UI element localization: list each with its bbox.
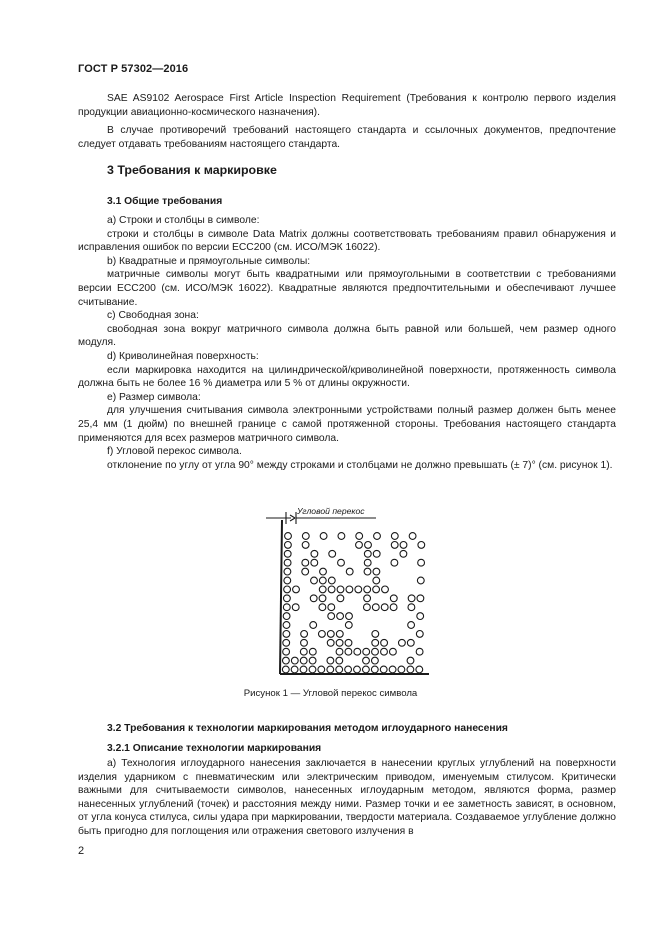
matrix-dot bbox=[373, 550, 380, 557]
matrix-dot bbox=[336, 639, 343, 646]
symbol-border-skewed bbox=[280, 520, 282, 674]
matrix-dot bbox=[284, 559, 291, 566]
item-f-label: f) Угловой перекос символа. bbox=[107, 446, 242, 458]
figure-1-angular-skew bbox=[258, 502, 438, 682]
matrix-dot bbox=[346, 613, 353, 620]
matrix-dots bbox=[282, 533, 424, 673]
item-f-text: отклонение по углу от угла 90° между строками и столбцами не должно превышать (± 7)° (см. рисунок 1). bbox=[107, 459, 613, 471]
page-number: 2 bbox=[78, 845, 85, 857]
matrix-dot bbox=[374, 533, 381, 540]
matrix-dot bbox=[311, 550, 318, 557]
item-b-text: матричные символы могут быть квадратными или прямоугольными в соответствии с требованиями версии ECC200 (см. ИСО/МЭК 16022). Квадратные являются предпочтительными и обеспечивают лучшее считывание. bbox=[78, 269, 616, 308]
matrix-dot bbox=[416, 648, 423, 655]
matrix-dot bbox=[418, 559, 425, 566]
matrix-dot bbox=[291, 666, 298, 673]
matrix-dot bbox=[407, 657, 414, 664]
section-3-title: 3 Требования к маркировке bbox=[107, 163, 277, 177]
matrix-dot bbox=[398, 666, 405, 673]
matrix-dot bbox=[284, 568, 291, 575]
matrix-dot bbox=[337, 613, 344, 620]
section-3-2-title: 3.2 Требования к технологии маркирования методом иглоударного нанесения bbox=[107, 723, 508, 734]
matrix-dot bbox=[283, 622, 290, 629]
matrix-dot bbox=[408, 604, 415, 611]
matrix-dot bbox=[400, 542, 407, 549]
matrix-dot bbox=[381, 604, 388, 611]
matrix-dot bbox=[301, 639, 308, 646]
matrix-dot bbox=[390, 604, 397, 611]
item-b-label: b) Квадратные и прямоугольные символы: bbox=[107, 255, 311, 267]
matrix-dot bbox=[283, 604, 290, 611]
matrix-dot bbox=[311, 559, 318, 566]
matrix-dot bbox=[364, 595, 371, 602]
matrix-dot bbox=[409, 533, 416, 540]
matrix-dot bbox=[417, 613, 424, 620]
matrix-dot bbox=[356, 533, 363, 540]
matrix-dot bbox=[382, 586, 389, 593]
matrix-dot bbox=[416, 666, 423, 673]
matrix-dot bbox=[319, 577, 326, 584]
matrix-dot bbox=[302, 568, 309, 575]
matrix-dot bbox=[364, 568, 371, 575]
matrix-dot bbox=[336, 666, 343, 673]
matrix-dot bbox=[407, 639, 414, 646]
matrix-dot bbox=[284, 586, 291, 593]
figure-label: Угловой перекос bbox=[297, 506, 365, 516]
matrix-dot bbox=[309, 648, 316, 655]
item-e-text: для улучшения считывания символа электронными устройствами полный размер должен быть менее 25,4 мм (1 дюйм) по внешней границе с самой протяженной стороны. Требования настоящего стандарта применяются для всех размеров матричного символа. bbox=[78, 405, 616, 444]
matrix-dot bbox=[292, 604, 299, 611]
matrix-dot bbox=[372, 639, 379, 646]
matrix-dot bbox=[311, 577, 318, 584]
matrix-dot bbox=[356, 542, 363, 549]
matrix-dot bbox=[328, 604, 335, 611]
matrix-dot bbox=[407, 666, 414, 673]
matrix-dot bbox=[416, 631, 423, 638]
matrix-dot bbox=[417, 595, 424, 602]
matrix-dot bbox=[363, 666, 370, 673]
matrix-dot bbox=[417, 577, 424, 584]
matrix-dot bbox=[283, 631, 290, 638]
item-c-text: свободная зона вокруг матричного символа должна быть равной или большей, чем размер одного модуля. bbox=[78, 323, 616, 349]
item-a-text: строки и столбцы в символе Data Matrix должны соответствовать требованиям правил обнаружения и исправления ошибок по версии ECC200 (см. ИСО/МЭК 16022). bbox=[78, 228, 616, 254]
matrix-dot bbox=[302, 542, 309, 549]
matrix-dot bbox=[372, 631, 379, 638]
matrix-dot bbox=[380, 666, 387, 673]
matrix-dot bbox=[371, 666, 378, 673]
matrix-dot bbox=[319, 595, 326, 602]
matrix-dot bbox=[320, 533, 327, 540]
matrix-dot bbox=[283, 648, 290, 655]
document-header: ГОСТ Р 57302—2016 bbox=[78, 63, 189, 75]
matrix-dot bbox=[282, 666, 289, 673]
matrix-dot bbox=[391, 542, 398, 549]
matrix-dot bbox=[327, 631, 334, 638]
matrix-dot bbox=[283, 613, 290, 620]
matrix-dot bbox=[293, 586, 300, 593]
matrix-dot bbox=[373, 577, 380, 584]
matrix-dot bbox=[285, 533, 292, 540]
matrix-dot bbox=[373, 586, 380, 593]
matrix-dot bbox=[327, 657, 334, 664]
matrix-dot bbox=[364, 550, 371, 557]
matrix-dot bbox=[373, 568, 380, 575]
matrix-dot bbox=[300, 648, 307, 655]
matrix-dot bbox=[320, 568, 327, 575]
matrix-dot bbox=[364, 586, 371, 593]
item-d-text: если маркировка находится на цилиндрической/криволинейной поверхности, протяженность символа должна быть не более 16 % диаметра или 5 % от длины окружности. bbox=[78, 364, 616, 390]
matrix-dot bbox=[418, 542, 425, 549]
matrix-dot bbox=[400, 550, 407, 557]
matrix-dot bbox=[338, 533, 345, 540]
matrix-dot bbox=[365, 542, 372, 549]
matrix-dot bbox=[391, 559, 398, 566]
matrix-dot bbox=[364, 604, 371, 611]
matrix-dot bbox=[345, 648, 352, 655]
item-c-label: c) Свободная зона: bbox=[107, 310, 199, 322]
matrix-dot bbox=[372, 604, 379, 611]
matrix-dot bbox=[345, 666, 352, 673]
matrix-dot bbox=[345, 639, 352, 646]
section-3-2-1-body bbox=[78, 757, 616, 839]
matrix-dot bbox=[346, 586, 353, 593]
figure-caption: Рисунок 1 — Угловой перекос символа bbox=[243, 688, 418, 699]
matrix-dot bbox=[372, 657, 379, 664]
matrix-dot bbox=[345, 622, 352, 629]
matrix-dot bbox=[327, 639, 334, 646]
item-e-label: e) Размер символа: bbox=[107, 391, 201, 403]
matrix-dot bbox=[389, 666, 396, 673]
matrix-dot bbox=[391, 533, 398, 540]
requirements-list bbox=[78, 214, 616, 472]
matrix-dot bbox=[300, 657, 307, 664]
matrix-dot bbox=[336, 631, 343, 638]
matrix-dot bbox=[284, 595, 291, 602]
matrix-dot bbox=[310, 595, 317, 602]
matrix-dot bbox=[399, 639, 406, 646]
matrix-dot bbox=[327, 666, 334, 673]
matrix-dot bbox=[329, 550, 336, 557]
matrix-dot bbox=[319, 586, 326, 593]
intro-paragraph-1: SAE AS9102 Aerospace First Article Inspection Requirement (Требования к контролю первого изделия продукции авиационно-космического назначения). bbox=[78, 93, 616, 118]
matrix-dot bbox=[283, 657, 290, 664]
matrix-dot bbox=[337, 586, 344, 593]
section-3-2-1-title: 3.2.1 Описание технологии маркирования bbox=[107, 743, 322, 754]
matrix-dot bbox=[302, 533, 309, 540]
matrix-dot bbox=[283, 639, 290, 646]
matrix-dot bbox=[309, 666, 316, 673]
matrix-dot bbox=[381, 639, 388, 646]
matrix-dot bbox=[318, 666, 325, 673]
matrix-dot bbox=[319, 604, 326, 611]
matrix-dot bbox=[284, 577, 291, 584]
matrix-dot bbox=[346, 568, 353, 575]
matrix-dot bbox=[319, 631, 326, 638]
section-3-1-title: 3.1 Общие требования bbox=[107, 196, 223, 207]
matrix-dot bbox=[336, 648, 343, 655]
matrix-dot bbox=[309, 657, 316, 664]
matrix-dot bbox=[364, 559, 371, 566]
matrix-dot bbox=[337, 595, 344, 602]
matrix-dot bbox=[328, 613, 335, 620]
matrix-dot bbox=[363, 648, 370, 655]
item-d-label: d) Криволинейная поверхность: bbox=[107, 350, 259, 362]
matrix-dot bbox=[408, 595, 415, 602]
matrix-dot bbox=[300, 666, 307, 673]
matrix-dot bbox=[408, 622, 415, 629]
matrix-dot bbox=[328, 577, 335, 584]
data-matrix-illustration bbox=[258, 502, 438, 682]
matrix-dot bbox=[291, 657, 298, 664]
intro-paragraph-2: В случае противоречий требований настоящего стандарта и ссылочных документов, предпочтение следует отдавать требованиям настоящего стандарта. bbox=[78, 125, 616, 150]
matrix-dot bbox=[285, 542, 292, 549]
section-3-2-1-text: а) Технология иглоударного нанесения заключается в нанесении круглых углублений на поверхности изделия ударником с пневматическим или электрическим приводом, именуемым стилусом. Критически важными для считываемости символов, нанесенных иглоударным методом, являются форма, размер нанесенных углублений (точек) и расстояния между ними. Размер точки и ее заметность зависят, в основном, от угла конуса стилуса, силы удара при маркировании, твердости материала. Создаваемое углубление должно быть пригодно для поглощения или отражения светового излучения в bbox=[78, 758, 616, 837]
intro-block bbox=[78, 92, 616, 151]
matrix-dot bbox=[372, 648, 379, 655]
matrix-dot bbox=[354, 666, 361, 673]
matrix-dot bbox=[381, 648, 388, 655]
matrix-dot bbox=[354, 648, 361, 655]
matrix-dot bbox=[328, 586, 335, 593]
item-a-label: а) Строки и столбцы в символе: bbox=[107, 215, 260, 226]
matrix-dot bbox=[302, 559, 309, 566]
matrix-dot bbox=[336, 657, 343, 664]
matrix-dot bbox=[355, 586, 362, 593]
matrix-dot bbox=[284, 550, 291, 557]
matrix-dot bbox=[338, 559, 345, 566]
matrix-dot bbox=[310, 622, 317, 629]
matrix-dot bbox=[390, 648, 397, 655]
matrix-dot bbox=[301, 631, 308, 638]
matrix-dot bbox=[390, 595, 397, 602]
matrix-dot bbox=[363, 657, 370, 664]
